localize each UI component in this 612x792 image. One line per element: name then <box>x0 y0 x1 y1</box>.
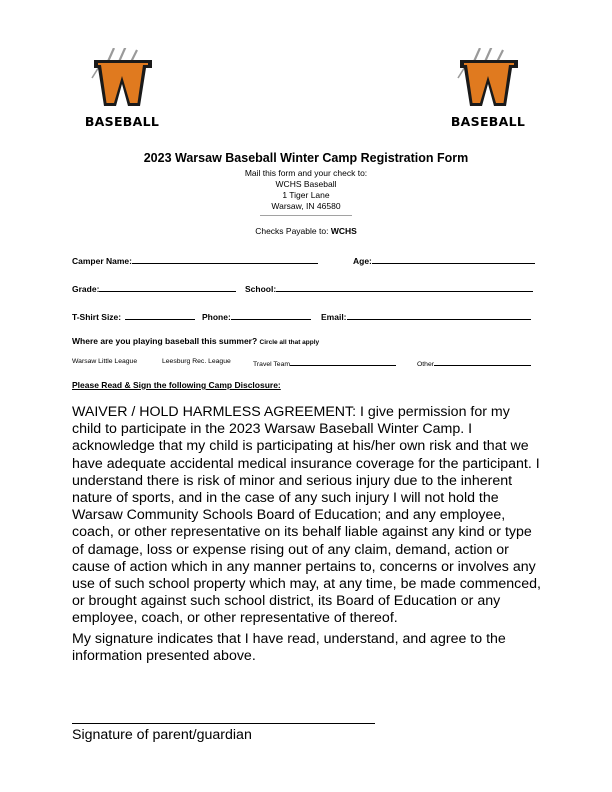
camper-name-row <box>72 254 318 266</box>
option-travel-team-label: Travel Team <box>253 361 291 368</box>
option-warsaw-little-league[interactable]: Warsaw Little League <box>72 358 138 365</box>
school-label: School: <box>245 284 277 294</box>
summer-question-note: Circle all that apply <box>259 339 320 346</box>
signature-label: Signature of parent/guardian <box>72 727 252 743</box>
grade-row <box>72 282 236 294</box>
address-line-1: WCHS Baseball <box>275 179 337 189</box>
payable-to <box>0 226 612 237</box>
w-claw-logo-icon <box>448 48 528 118</box>
option-other[interactable] <box>417 358 531 368</box>
email-field[interactable] <box>347 310 531 320</box>
logo-text: BASEBALL <box>84 114 160 129</box>
tshirt-row <box>72 310 195 322</box>
tshirt-label: T-Shirt Size: <box>72 312 122 322</box>
age-row <box>353 254 535 266</box>
option-travel-team[interactable] <box>253 358 396 368</box>
school-row <box>245 282 533 294</box>
w-claw-logo-icon <box>82 48 162 118</box>
grade-label: Grade: <box>72 284 100 294</box>
camper-name-field[interactable] <box>132 254 318 264</box>
age-field[interactable] <box>372 254 535 264</box>
other-field[interactable] <box>434 358 531 366</box>
email-row <box>321 310 531 322</box>
travel-team-field[interactable] <box>290 358 396 366</box>
address-line-2: 1 Tiger Lane <box>282 190 330 200</box>
mail-instruction: Mail this form and your check to: <box>244 168 368 178</box>
summer-question <box>72 336 319 346</box>
phone-label: Phone: <box>202 312 231 322</box>
form-title: 2023 Warsaw Baseball Winter Camp Registration Form <box>143 151 469 165</box>
option-leesburg-rec-league[interactable]: Leesburg Rec. League <box>162 358 231 365</box>
phone-field[interactable] <box>231 310 311 320</box>
payable-value: WCHS <box>330 226 357 236</box>
address-line-3: Warsaw, IN 46580 <box>271 201 341 211</box>
divider: ---------------------------------------------- <box>260 213 352 219</box>
team-logo-right <box>448 48 528 130</box>
signature-statement: My signature indicates that I have read, understand, and agree to the information presented above. <box>72 631 506 665</box>
age-label: Age: <box>353 256 372 266</box>
grade-field[interactable] <box>99 282 236 292</box>
email-label: Email: <box>321 312 347 322</box>
school-field[interactable] <box>276 282 533 292</box>
option-other-label: Other <box>417 361 434 368</box>
disclosure-heading: Please Read & Sign the following Camp Disclosure: <box>72 380 281 390</box>
payable-label: Checks Payable to: <box>255 226 331 236</box>
team-logo-left <box>82 48 162 130</box>
logo-text: BASEBALL <box>450 114 526 129</box>
waiver-paragraph: WAIVER / HOLD HARMLESS AGREEMENT: I give permission for my child to participate in the 2023 Warsaw Baseball Winter Camp. I acknowledge that my child is participating at his/her own risk and that we have adequate accidental medical insurance coverage for the participant. I understand there is risk of minor and serious injury due to the inherent nature of sports, and in the case of any such injury I will not hold the Warsaw Community Schools Board of Education; and any employee, coach, or other representative on its behalf liable against any kind or type of damage, loss or expense rising out of any claim, demand, action or cause of action which in any manner pertains to, concerns or involves any use of such school property which may, at any time, be made commenced, or brought against such school district, its Board of Education or any employee, coach, or other representative of thereof. <box>72 404 541 627</box>
phone-row <box>202 310 311 322</box>
tshirt-size-field[interactable] <box>125 310 195 320</box>
summer-question-text: Where are you playing baseball this summer? <box>72 336 258 346</box>
camper-name-label: Camper Name: <box>72 256 132 266</box>
signature-line[interactable] <box>72 723 375 724</box>
